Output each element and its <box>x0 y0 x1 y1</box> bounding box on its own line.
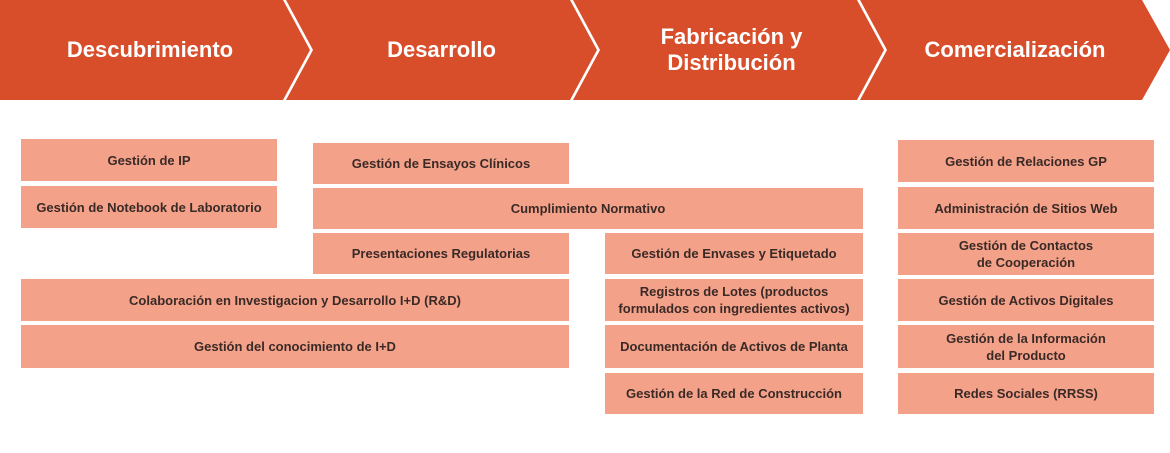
box-packaging-labeling: Gestión de Envases y Etiquetado <box>605 233 863 274</box>
box-website-admin: Administración de Sitios Web <box>898 187 1154 229</box>
box-regulatory-submissions: Presentaciones Regulatorias <box>313 233 569 274</box>
box-ip-management: Gestión de IP <box>21 139 277 181</box>
box-regulatory-compliance: Cumplimiento Normativo <box>313 188 863 229</box>
box-cooperation-contacts: Gestión de Contactos de Cooperación <box>898 233 1154 275</box>
phase-commercialization: Comercialización <box>924 37 1106 62</box>
box-gp-relations: Gestión de Relaciones GP <box>898 140 1154 182</box>
box-digital-assets: Gestión de Activos Digitales <box>898 279 1154 321</box>
box-rd-collaboration: Colaboración en Investigacion y Desarrollo I+D (R&D) <box>21 279 569 321</box>
box-construction-network: Gestión de la Red de Construcción <box>605 373 863 414</box>
phase-manufacturing: Fabricación y Distribución <box>660 24 803 75</box>
phase-discovery: Descubrimiento <box>66 37 234 62</box>
box-lab-notebook: Gestión de Notebook de Laboratorio <box>21 186 277 228</box>
box-social-networks: Redes Sociales (RRSS) <box>898 373 1154 414</box>
box-clinical-trials: Gestión de Ensayos Clínicos <box>313 143 569 184</box>
box-product-information: Gestión de la Información del Producto <box>898 325 1154 368</box>
box-plant-documentation: Documentación de Activos de Planta <box>605 325 863 368</box>
box-rd-knowledge: Gestión del conocimiento de I+D <box>21 325 569 368</box>
phase-development: Desarrollo <box>387 37 496 62</box>
box-batch-records: Registros de Lotes (productos formulados con ingredientes activos) <box>605 279 863 321</box>
